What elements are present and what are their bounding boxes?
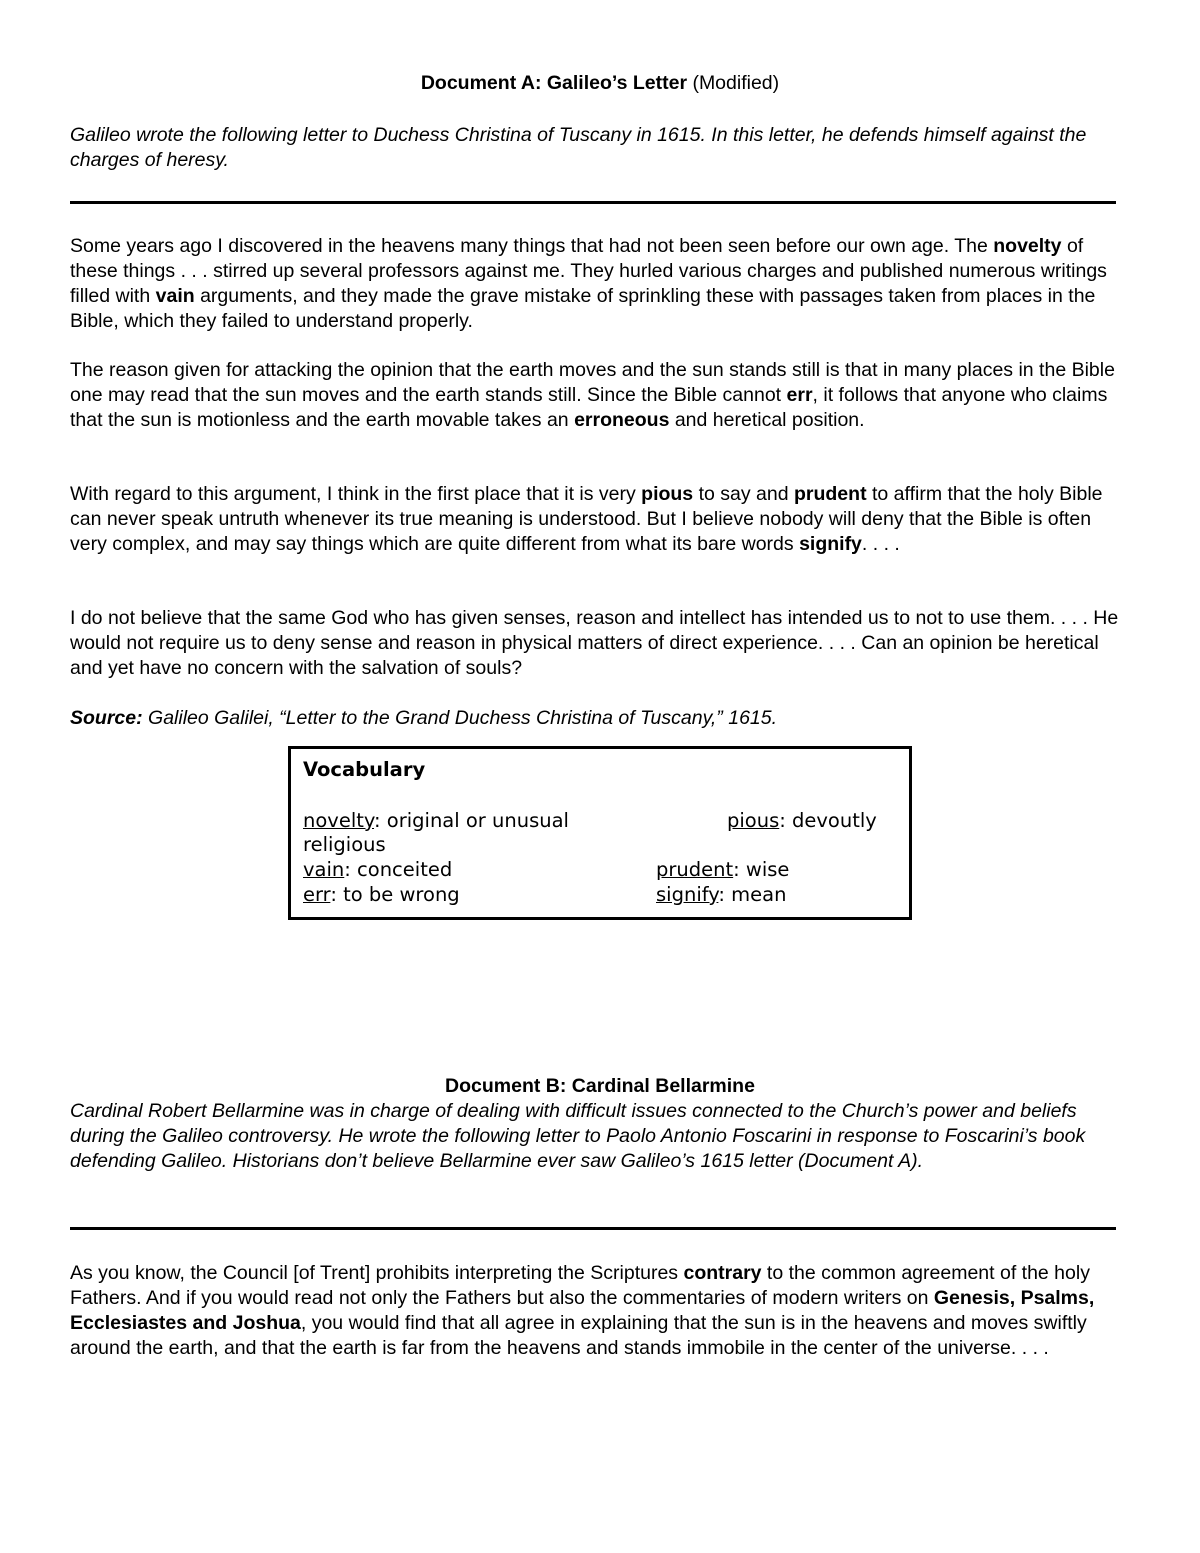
vocab-entry-novelty [303,808,569,833]
vocab-term: prudent [656,858,734,881]
vocab-definition: religious [303,833,386,856]
vocab-entry-prudent [656,857,789,882]
doc-b-paragraph-1 [70,1261,1130,1361]
doc-a-title [70,71,1130,96]
doc-a-source [70,706,1130,731]
vocab-word-prudent: prudent [793,483,867,505]
vocab-word-vain: vain [155,285,195,307]
vocab-entry-vain [303,857,452,882]
vocab-term: novelty [303,809,375,832]
p2-text-a: The reason given for attacking the opinion that the earth moves and the sun stands still is that in many places in the Bible one may read that the sun moves and the earth stands still. Since the Bible cannot [70,359,1115,406]
vocab-definition: : mean [718,883,787,906]
vocab-word-signify: signify [799,533,862,555]
vocab-word-novelty: novelty [993,235,1062,257]
p3-text-c: to affirm that the holy Bible can never speak untruth whenever its true meaning is understood. But I believe nobody will deny that the Bible is often very complex, and may say things which are quite different from what its bare words [70,483,1103,555]
p3-text-b: to say and [693,483,794,505]
vocab-definition: : conceited [344,858,453,881]
doc-a-paragraph-2 [70,358,1130,433]
doc-b-intro: Cardinal Robert Bellarmine was in charge of dealing with difficult issues connected to the Church’s power and beliefs during the Galileo controversy. He wrote the following letter to Paolo Antonio Foscarini in response to Foscarini’s book defending Galileo. Historians don’t believe Bellarmine ever saw Galileo’s 1615 letter (Document A). [70,1100,1086,1172]
vocabulary-box [288,746,912,920]
doc-a-paragraph-1 [70,234,1130,334]
p1-text-a: Some years ago I discovered in the heavens many things that had not been seen before our own age. The [70,235,994,257]
b-p1-text-a: As you know, the Council [of Trent] prohibits interpreting the Scriptures [70,1262,684,1284]
p1-text-b: of these things . . . stirred up several professors against me. They hurled various charges and published numerous writings filled with [70,235,1107,307]
source-label: Source: [70,707,143,729]
vocab-entry-pious-continued [303,832,386,857]
doc-a-title-main: Document A: Galileo’s Letter [420,72,688,94]
doc-a-intro: Galileo wrote the following letter to Duchess Christina of Tuscany in 1615. In this letter, he defends himself against the charges of heresy. [70,124,1087,171]
b-p1-text-c: , you would find that all agree in explaining that the sun is in the heavens and moves swiftly around the earth, and that the earth is far from the heavens and stands immobile in the center of the universe. . . . [70,1312,1087,1359]
doc-a-paragraph-3 [70,482,1130,557]
vocab-entry-pious [727,808,877,833]
vocab-entry-signify [656,882,786,907]
doc-a-title-suffix: (Modified) [687,72,780,94]
bible-books: Genesis, Psalms, Ecclesiastes and Joshua [70,1287,1095,1334]
doc-a-divider [70,201,1116,204]
vocab-definition: : wise [733,858,790,881]
doc-a-paragraph-4: I do not believe that the same God who has given senses, reason and intellect has intended us to not to use them. . . . He would not require us to deny sense and reason in physical matters of direct experience. . . . Can an opinion be heretical and yet have no concern with the salvation of souls? [70,607,1119,679]
vocabulary-title: Vocabulary [303,758,426,781]
doc-b-title: Document B: Cardinal Bellarmine [445,1075,755,1097]
vocab-word-contrary: contrary [683,1262,762,1284]
p3-text-a: With regard to this argument, I think in the first place that it is very [70,483,642,505]
vocab-term: pious [727,809,780,832]
vocab-term: vain [303,858,345,881]
vocab-word-pious: pious [641,483,694,505]
vocab-definition: : original or unusual [374,809,569,832]
vocab-term: err [303,883,331,906]
doc-b-divider [70,1227,1116,1230]
p3-text-d: . . . . [861,533,900,555]
b-p1-text-b: to the common agreement of the holy Fathers. And if you would read not only the Fathers but also the commentaries of modern writers on [70,1262,1090,1309]
p2-text-b: , it follows that anyone who claims that the sun is motionless and the earth movable takes an [70,384,1108,431]
source-citation: Galileo Galilei, “Letter to the Grand Duchess Christina of Tuscany,” 1615. [142,707,778,729]
vocab-entry-err [303,882,460,907]
word-erroneous: erroneous [574,409,670,431]
vocab-definition: : devoutly [779,809,877,832]
p1-text-c: arguments, and they made the grave mistake of sprinkling these with passages taken from places in the Bible, which they failed to understand properly. [70,285,1096,332]
vocab-word-err: err [786,384,813,406]
vocab-definition: : to be wrong [330,883,460,906]
p2-text-c: and heretical position. [669,409,865,431]
vocab-term: signify [656,883,719,906]
